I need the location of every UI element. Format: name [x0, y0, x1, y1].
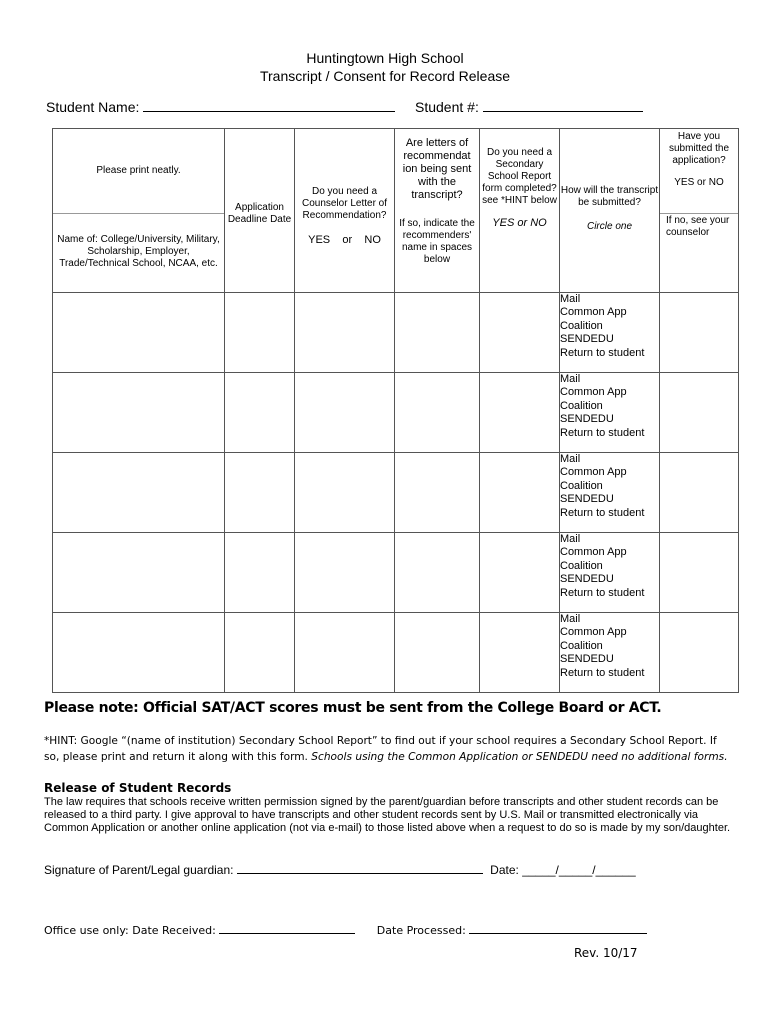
option-coalition[interactable]: Coalition	[560, 559, 603, 572]
signature-label: Signature of Parent/Legal guardian:	[44, 863, 234, 877]
student-number-label: Student #:	[415, 99, 479, 115]
form-title: Transcript / Consent for Record Release	[259, 68, 511, 84]
application-submitted-cell[interactable]	[660, 533, 739, 613]
option-sendedu[interactable]: SENDEDU	[560, 413, 614, 426]
transcript-request-table	[52, 128, 739, 693]
option-mail[interactable]: Mail	[560, 533, 581, 545]
option-sendedu[interactable]: SENDEDU	[560, 333, 614, 346]
option-common-app[interactable]: Common App	[560, 306, 627, 319]
release-text: The law requires that schools receive written permission signed by the parent/guardian before transcripts and other student records can be released to a third party. I give approval to have transcripts and other student records sent by U.S. Mail or transmitted electronically via Common Application or another online application (not via e-mail) to those listed above when a request to do so is made by my son/daughter.	[44, 796, 731, 834]
circle-one-note: Circle one	[586, 221, 633, 232]
revision-label: Rev. 10/17	[574, 946, 638, 960]
deadline-cell[interactable]	[225, 293, 295, 373]
institution-cell[interactable]	[53, 533, 225, 613]
recommenders-cell[interactable]	[395, 373, 480, 453]
school-report-cell[interactable]	[480, 293, 560, 373]
option-common-app[interactable]: Common App	[560, 466, 627, 479]
application-yes-no: YES or NO	[674, 177, 724, 188]
recommendation-question: Are letters of recommendat ion being sent with the transcript?	[402, 137, 472, 201]
deadline-header-text: Application Deadline Date	[227, 201, 292, 225]
school-report-cell[interactable]	[480, 373, 560, 453]
header-deadline	[225, 129, 295, 293]
header-submission-method	[560, 129, 660, 293]
option-mail[interactable]: Mail	[560, 613, 581, 625]
institution-cell[interactable]	[53, 293, 225, 373]
option-return-to-student[interactable]: Return to student	[560, 506, 645, 519]
signature-row	[44, 863, 636, 877]
option-mail[interactable]: Mail	[560, 373, 581, 385]
submission-options-cell[interactable]	[560, 533, 660, 613]
see-counselor-note: If no, see your counselor	[666, 215, 730, 238]
recommenders-cell[interactable]	[395, 453, 480, 533]
table-row	[53, 533, 739, 613]
date-received-label: Office use only: Date Received:	[44, 924, 216, 937]
counselor-letter-cell[interactable]	[295, 453, 395, 533]
option-common-app[interactable]: Common App	[560, 386, 627, 399]
date-blanks[interactable]: _____/_____/______	[522, 863, 636, 877]
header-application-submitted	[660, 129, 739, 293]
option-sendedu[interactable]: SENDEDU	[560, 653, 614, 666]
submission-options-cell[interactable]	[560, 293, 660, 373]
option-sendedu[interactable]: SENDEDU	[560, 573, 614, 586]
recommenders-cell[interactable]	[395, 613, 480, 693]
table-row	[53, 453, 739, 533]
school-name: Huntingtown High School	[306, 50, 464, 66]
counselor-no: NO	[364, 233, 381, 246]
recommendation-note: If so, indicate the recommenders' name in spaces below	[399, 218, 475, 265]
student-number-field[interactable]	[415, 99, 643, 115]
application-submitted-question: Have you submitted the application?	[668, 131, 730, 166]
application-submitted-cell[interactable]	[660, 613, 739, 693]
office-use-row	[44, 924, 647, 937]
option-sendedu[interactable]: SENDEDU	[560, 493, 614, 506]
submission-options-cell[interactable]	[560, 373, 660, 453]
hint-text: *HINT: Google “(name of institution) Secondary School Report” to find out if your school requires a Secondary School Report. If so, please print and return it along with this form.	[44, 735, 717, 763]
header-institution	[53, 129, 225, 293]
header-recommendation-letters	[395, 129, 480, 293]
counselor-letter-cell[interactable]	[295, 293, 395, 373]
option-coalition[interactable]: Coalition	[560, 399, 603, 412]
release-title: Release of Student Records	[44, 781, 232, 795]
school-report-cell[interactable]	[480, 453, 560, 533]
option-common-app[interactable]: Common App	[560, 626, 627, 639]
school-report-yes-no: YES or NO	[492, 217, 547, 229]
deadline-cell[interactable]	[225, 453, 295, 533]
counselor-letter-cell[interactable]	[295, 533, 395, 613]
option-mail[interactable]: Mail	[560, 453, 581, 465]
option-coalition[interactable]: Coalition	[560, 639, 603, 652]
date-received-line[interactable]	[219, 933, 355, 934]
application-submitted-cell[interactable]	[660, 293, 739, 373]
deadline-cell[interactable]	[225, 373, 295, 453]
sat-act-note: Please note: Official SAT/ACT scores must be sent from the College Board or ACT.	[44, 700, 662, 716]
recommenders-cell[interactable]	[395, 533, 480, 613]
header-school-report	[480, 129, 560, 293]
table-header-row	[53, 129, 739, 293]
school-report-question: Do you need a Secondary School Report form completed? see *HINT below	[482, 147, 557, 206]
counselor-or: or	[342, 233, 353, 246]
counselor-yes: YES	[308, 233, 331, 246]
counselor-letter-cell[interactable]	[295, 373, 395, 453]
submission-options-cell[interactable]	[560, 613, 660, 693]
student-name-line[interactable]	[143, 111, 395, 112]
option-return-to-student[interactable]: Return to student	[560, 586, 645, 599]
school-report-cell[interactable]	[480, 613, 560, 693]
institution-cell[interactable]	[53, 453, 225, 533]
option-coalition[interactable]: Coalition	[560, 479, 603, 492]
print-neatly-text: Please print neatly.	[53, 129, 224, 214]
deadline-cell[interactable]	[225, 533, 295, 613]
option-return-to-student[interactable]: Return to student	[560, 346, 645, 359]
counselor-letter-question: Do you need a Counselor Letter of Recommendation?	[301, 185, 388, 221]
date-processed-line[interactable]	[469, 933, 647, 934]
table-row	[53, 373, 739, 453]
signature-line[interactable]	[237, 873, 483, 874]
table-row	[53, 293, 739, 373]
hint-italic-text: Schools using the Common Application or SENDEDU need no additional forms.	[311, 751, 728, 763]
student-name-field[interactable]	[46, 99, 395, 115]
header-counselor-letter	[295, 129, 395, 293]
option-mail[interactable]: Mail	[560, 293, 581, 305]
option-return-to-student[interactable]: Return to student	[560, 666, 645, 679]
institution-cell[interactable]	[53, 373, 225, 453]
submission-question: How will the transcript be submitted?	[560, 185, 659, 208]
student-number-line[interactable]	[483, 111, 643, 112]
date-label: Date:	[490, 863, 519, 877]
school-report-cell[interactable]	[480, 533, 560, 613]
application-submitted-cell[interactable]	[660, 373, 739, 453]
date-processed-label: Date Processed:	[376, 924, 466, 937]
table-row	[53, 613, 739, 693]
submission-options-cell[interactable]	[560, 453, 660, 533]
option-common-app[interactable]: Common App	[560, 546, 627, 559]
application-submitted-cell[interactable]	[660, 453, 739, 533]
option-return-to-student[interactable]: Return to student	[560, 426, 645, 439]
student-name-label: Student Name:	[46, 99, 140, 115]
institution-name-header: Name of: College/University, Military, Scholarship, Employer, Trade/Technical School, NCAA, etc.	[57, 234, 220, 269]
deadline-cell[interactable]	[225, 613, 295, 693]
hint-paragraph	[44, 733, 734, 765]
option-coalition[interactable]: Coalition	[560, 319, 603, 332]
counselor-letter-cell[interactable]	[295, 613, 395, 693]
recommenders-cell[interactable]	[395, 293, 480, 373]
institution-cell[interactable]	[53, 613, 225, 693]
